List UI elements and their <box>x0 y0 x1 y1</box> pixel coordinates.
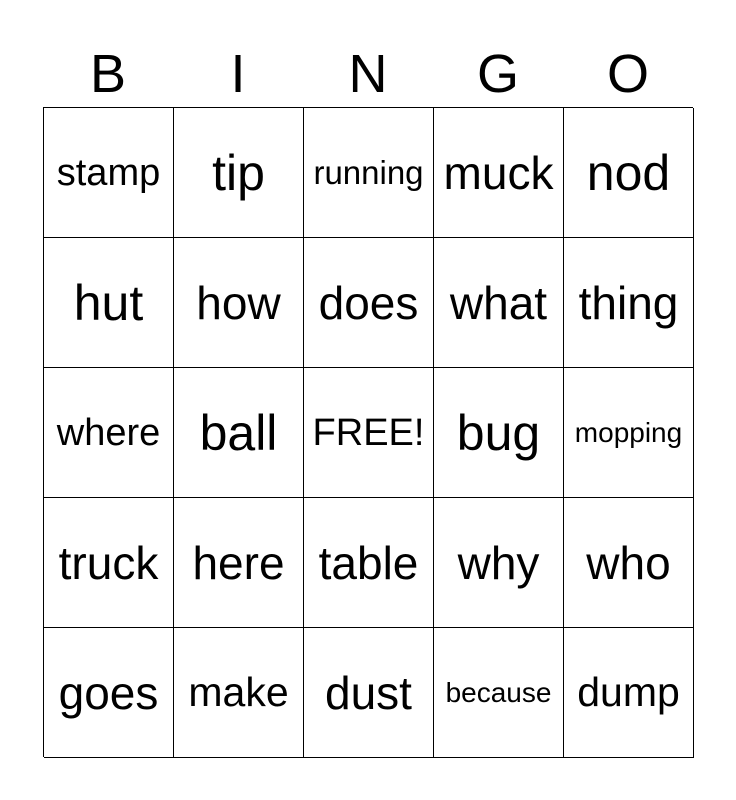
bingo-cell: tip <box>174 108 304 238</box>
bingo-cell: ball <box>174 368 304 498</box>
header-letter-n: N <box>348 44 388 104</box>
bingo-cell: because <box>434 628 564 758</box>
bingo-cell: thing <box>564 238 694 368</box>
free-space-cell: FREE! <box>304 368 434 498</box>
bingo-cell: how <box>174 238 304 368</box>
bingo-cell: hut <box>44 238 174 368</box>
bingo-cell: running <box>304 108 434 238</box>
bingo-cell: muck <box>434 108 564 238</box>
header-letter-i: I <box>230 44 246 104</box>
bingo-cell: bug <box>434 368 564 498</box>
bingo-cell: goes <box>44 628 174 758</box>
bingo-cell: where <box>44 368 174 498</box>
bingo-cell: does <box>304 238 434 368</box>
bingo-cell: stamp <box>44 108 174 238</box>
bingo-cell: mopping <box>564 368 694 498</box>
bingo-cell: nod <box>564 108 694 238</box>
bingo-cell: truck <box>44 498 174 628</box>
bingo-cell: what <box>434 238 564 368</box>
header-letter-o: O <box>606 44 649 104</box>
bingo-cell: here <box>174 498 304 628</box>
bingo-cell: who <box>564 498 694 628</box>
bingo-cell: dust <box>304 628 434 758</box>
bingo-grid <box>43 107 693 757</box>
bingo-header <box>43 40 693 108</box>
header-letter-g: G <box>476 44 519 104</box>
bingo-cell: make <box>174 628 304 758</box>
bingo-cell: table <box>304 498 434 628</box>
bingo-cell: dump <box>564 628 694 758</box>
bingo-cell: why <box>434 498 564 628</box>
header-letter-b: B <box>89 44 127 104</box>
